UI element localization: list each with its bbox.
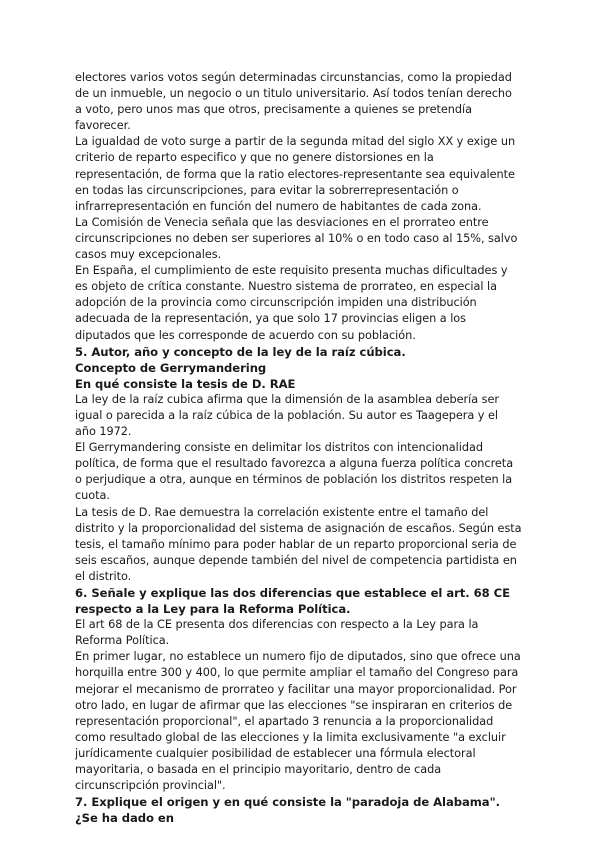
paragraph-raiz-cubica: La ley de la raíz cubica afirma que la dimensión de la asamblea debería ser igual o parecida a la raíz cúbica de la población. Su autor es Taagepera y el año 1972.	[75, 392, 499, 439]
paragraph-gerrymandering: El Gerrymandering consiste en delimitar los distritos con intencionalidad política, de forma que el resultado favorezca a alguna fuerza política concreta o perjudique a otra, aunque en términos de población los distritos respeten la cuota.	[75, 441, 514, 503]
paragraph-comision-venecia: La Comisión de Venecia señala que las desviaciones en el prorrateo entre circunscripciones no deben ser superiores al 10% o en todo caso al 15%, salvo casos muy excepcionales.	[75, 215, 518, 262]
question-5-heading: 5. Autor, año y concepto de la ley de la raíz cúbica.	[75, 344, 406, 359]
question-5-subheading-rae: En qué consiste la tesis de D. RAE	[75, 376, 296, 391]
document-body	[75, 70, 522, 826]
paragraph-espana: En España, el cumplimiento de este requisito presenta muchas dificultades y es objeto de crítica constante. Nuestro sistema de prorrateo, en especial la adopción de la provincia como circunscripción impiden una distribución adecuada de la representación, ya que solo 17 provincias eligen a los diputados que les corresponde de acuerdo con su población.	[75, 264, 508, 342]
paragraph-tesis-rae: La tesis de D. Rae demuestra la correlación existente entre el tamaño del distrito y la proporcionalidad del sistema de asignación de escaños. Según esta tesis, el tamaño mínimo para poder hablar de un reparto proporcional seria de seis escaños, aunque depende también del nivel de competencia partidista en el distrito.	[75, 505, 522, 583]
paragraph-voto-plural: electores varios votos según determinadas circunstancias, como la propiedad de un inmueble, un negocio o un titulo universitario. Así todos tenían derecho a voto, pero unos mas que otros, precisamente a quienes se pretendía favorecer.	[75, 71, 512, 133]
paragraph-art-68: El art 68 de la CE presenta dos diferencias con respecto a la Ley para la Reforma Política.	[75, 618, 479, 648]
question-6-heading: 6. Señale y explique las dos diferencias que establece el art. 68 CE respecto a la Ley para la Reforma Política.	[75, 586, 510, 617]
question-7-heading: 7. Explique el origen y en qué consiste la "paradoja de Alabama". ¿Se ha dado en	[75, 795, 500, 826]
paragraph-igualdad-voto: La igualdad de voto surge a partir de la segunda mitad del siglo XX y exige un criterio de reparto especifico y que no genere distorsiones en la representación, de forma que la ratio electores-representante sea equivalente en todas las circunscripciones, para evitar la sobrerrepresentación o infrarrepresentación en función del numero de habitantes de cada zona.	[75, 135, 516, 213]
question-5-subheading-gerrymandering: Concepto de Gerrymandering	[75, 360, 267, 375]
paragraph-diferencias: En primer lugar, no establece un numero fijo de diputados, sino que ofrece una horquilla entre 300 y 400, lo que permite ampliar el tamaño del Congreso para mejorar el mecanismo de prorrateo y facilitar una mayor proporcionalidad. Por otro lado, en lugar de afirmar que las elecciones "se inspiraran en criterios de representación proporcional", el apartado 3 renuncia a la proporcionalidad como resultado global de las elecciones y la limita exclusivamente "a excluir jurídicamente cualquier posibilidad de establecer una fórmula electoral mayoritaria, o basada en el principio mayoritario, dentro de cada circunscripción provincial".	[75, 650, 521, 793]
